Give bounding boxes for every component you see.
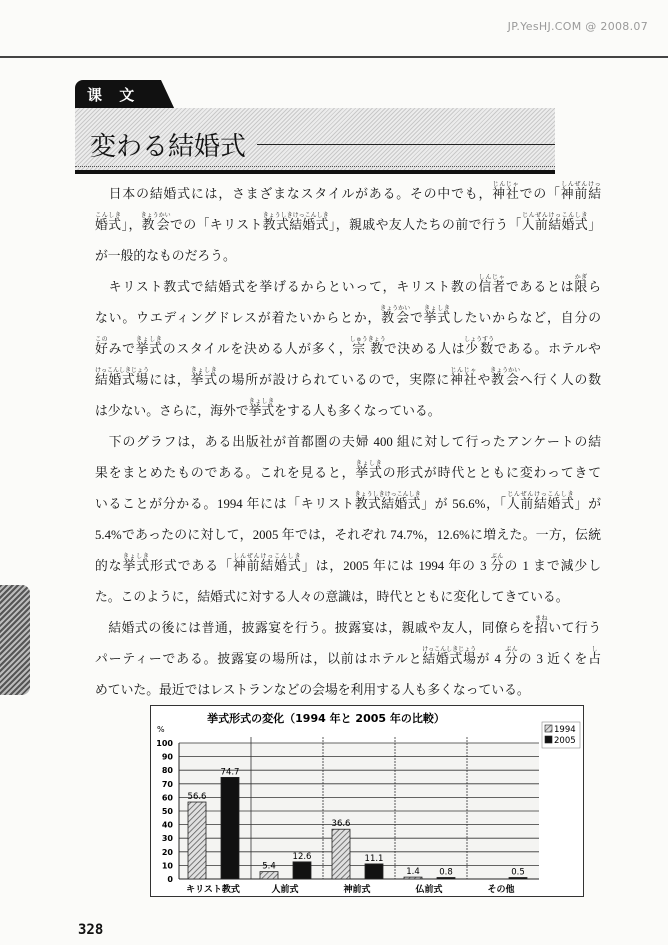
furigana-word: 挙式きょしき — [355, 461, 383, 480]
furigana-word: 挙式きょしき — [122, 554, 151, 573]
furigana-word: 分ぶん — [505, 647, 519, 666]
text-line: は少ない。さらに，海外で挙式きょしきをする人も多くなっている。 — [95, 399, 441, 418]
furigana-word: 招まね — [534, 616, 549, 635]
furigana-word: 限かぎ — [574, 275, 589, 294]
text-line: が一般的なものだろう。 — [95, 249, 236, 263]
text-line: ない。ウエディングドレスが着たいからとか，教会きょうかいで挙式きょしきしたいからなど，自分の — [95, 306, 601, 325]
furigana-word: 挙式きょしき — [135, 337, 163, 356]
legend-swatch — [545, 725, 552, 732]
watermark: JP.YesHJ.COM @ 2008.07 — [507, 20, 648, 33]
furigana-word: 人前結婚式じんぜんけっこんしき — [521, 213, 589, 232]
furigana-word: 挙式きょしき — [423, 306, 452, 325]
category-label: 神前式 — [343, 885, 371, 895]
bar-2005 — [365, 864, 383, 879]
lesson-title: 変わる結婚式 — [90, 132, 247, 162]
text-line: 5.4%であったのに対して，2005 年では，それぞれ 74.7%，12.6%に増えた。一方，伝統 — [95, 528, 601, 542]
furigana-word: 神社じんじゃ — [492, 182, 520, 201]
bar-2005 — [293, 862, 311, 879]
text-line: 結婚式の後には普通，披露宴を行う。披露宴は，親戚や友人，同僚らを招まねいて行う — [95, 616, 602, 635]
body-text — [95, 176, 601, 703]
chart-title: 挙式形式の変化（1994 年と 2005 年の比較） — [207, 712, 445, 725]
text-line: キリスト教式で結婚式を挙げるからといって，キリスト教の信者しんじゃであるとは限かぎら — [95, 275, 602, 294]
paragraph — [95, 176, 601, 269]
data-label: 5.4 — [262, 861, 276, 872]
y-tick-label: 10 — [161, 861, 173, 871]
data-label: 0.8 — [439, 867, 453, 878]
text-line: いることが分かる。1994 年には「キリスト教式結婚式きょうしきけっこんしき」が 56.6%，「人前結婚式じんぜんけっこんしき」が — [95, 492, 602, 511]
text-line: 好このみで挙式きょしきのスタイルを決める人が多く，宗教しゅうきょうで決める人は少数しょうすうである。ホテルや — [95, 337, 601, 356]
page-number: 328 — [78, 922, 104, 938]
data-label: 1.4 — [406, 867, 420, 878]
category-label: キリスト教式 — [186, 885, 240, 895]
furigana-word: 人前結婚式じんぜんけっこんしき — [506, 492, 575, 511]
furigana-word: 挙式きょしき — [248, 399, 275, 418]
header-rule — [0, 56, 668, 58]
bar-1994 — [188, 802, 206, 879]
furigana-word: 教会きょうかい — [380, 306, 411, 325]
chart — [150, 705, 584, 897]
furigana-word: 少数しょうすう — [464, 337, 495, 356]
y-tick-label: 30 — [161, 834, 173, 844]
paragraph — [95, 610, 601, 703]
data-label: 0.5 — [511, 867, 525, 878]
furigana-word: 教式結婚式きょうしきけっこんしき — [354, 492, 421, 511]
bar-2005 — [509, 878, 527, 880]
title-underline — [257, 144, 555, 145]
paragraph — [95, 269, 601, 424]
text-line: パーティーである。披露宴の場所は，以前はホテルと結婚式場けっこんしきじょうが 4 分ぶんの 3 近くを占し — [95, 647, 602, 666]
data-label: 12.6 — [292, 851, 312, 862]
furigana-word: 信者しんじゃ — [478, 275, 506, 294]
furigana-word: 神前結しんぜんけっ — [560, 182, 602, 201]
category-label: 人前式 — [271, 885, 299, 895]
data-label: 36.6 — [331, 819, 351, 830]
y-tick-label: 100 — [156, 739, 173, 748]
data-label: 11.1 — [364, 853, 384, 864]
text-line: 的な挙式きょしき形式である「神前結婚式しんぜんけっこんしき」は，2005 年には 1994 年の 3 分ぶんの 1 まで減少し — [95, 554, 602, 573]
text-line: た。このように，結婚式に対する人々の意識は，時代とともに変化してきている。 — [95, 590, 569, 604]
bar-1994 — [332, 829, 350, 879]
text-line: 下のグラフは，ある出版社が首都圏の夫婦 400 組に対して行ったアンケートの結 — [95, 435, 601, 449]
legend-label: 2005 — [554, 736, 576, 746]
y-tick-label: 60 — [161, 793, 173, 803]
furigana-word: 分ぶん — [490, 554, 505, 573]
y-tick-label: 40 — [161, 820, 173, 830]
furigana-word: 教会きょうかい — [490, 368, 521, 387]
bar-1994 — [260, 872, 278, 879]
y-tick-label: 70 — [161, 779, 173, 789]
side-index-tab — [0, 585, 30, 695]
chart-svg — [151, 706, 583, 896]
bar-2005 — [437, 878, 455, 880]
furigana-word: 婚式こんしき — [95, 213, 122, 232]
furigana-word: 好この — [95, 337, 109, 356]
title-band — [75, 108, 555, 174]
legend-swatch — [545, 736, 552, 743]
furigana-word: 宗教しゅうきょう — [349, 337, 386, 356]
text-line: 日本の結婚式には，さまざまなスタイルがある。その中でも，神社じんじゃでの「神前結しんぜんけっ — [95, 182, 602, 201]
furigana-word: 神前結婚式しんぜんけっこんしき — [232, 554, 302, 573]
text-line: 果をまとめたものである。これを見ると，挙式きょしきの形式が時代とともに変わってきて — [95, 461, 602, 480]
bar-1994 — [404, 877, 422, 879]
y-tick-label: 20 — [161, 847, 173, 857]
furigana-word: 結婚式場けっこんしきじょう — [95, 368, 150, 387]
furigana-word: 教式結婚式きょうしきけっこんしき — [262, 213, 329, 232]
y-axis-label: % — [157, 725, 165, 734]
data-label: 56.6 — [187, 792, 207, 803]
y-tick-label: 50 — [161, 807, 173, 816]
bar-2005 — [221, 777, 239, 879]
furigana-word: 占し — [588, 647, 602, 666]
legend-label: 1994 — [554, 725, 576, 735]
data-label: 74.7 — [220, 767, 240, 778]
y-tick-label: 90 — [161, 752, 173, 762]
text-line: めていた。最近ではレストランなどの会場を利用する人も多くなっている。 — [95, 683, 530, 697]
furigana-word: 教会きょうかい — [140, 213, 171, 232]
y-tick-label: 0 — [167, 875, 173, 884]
furigana-word: 挙式きょしき — [190, 368, 218, 387]
text-line: 結婚式場けっこんしきじょうには，挙式きょしきの場所が設けられているので，実際に神社じんじゃや教会きょうかいへ行く人の数 — [95, 368, 602, 387]
text-line: 婚式こんしき」，教会きょうかいでの「キリスト教式結婚式きょうしきけっこんしき」，親戚や友人たちの前で行う「人前結婚式じんぜんけっこんしき」 — [95, 213, 601, 232]
furigana-word: 結婚式場けっこんしきじょう — [422, 647, 477, 666]
y-tick-label: 80 — [161, 766, 173, 776]
category-label: 仏前式 — [415, 885, 443, 895]
category-label: その他 — [487, 885, 515, 895]
paragraph — [95, 424, 601, 610]
lesson-tab: 课 文 — [75, 80, 161, 110]
furigana-word: 神社じんじゃ — [450, 368, 478, 387]
